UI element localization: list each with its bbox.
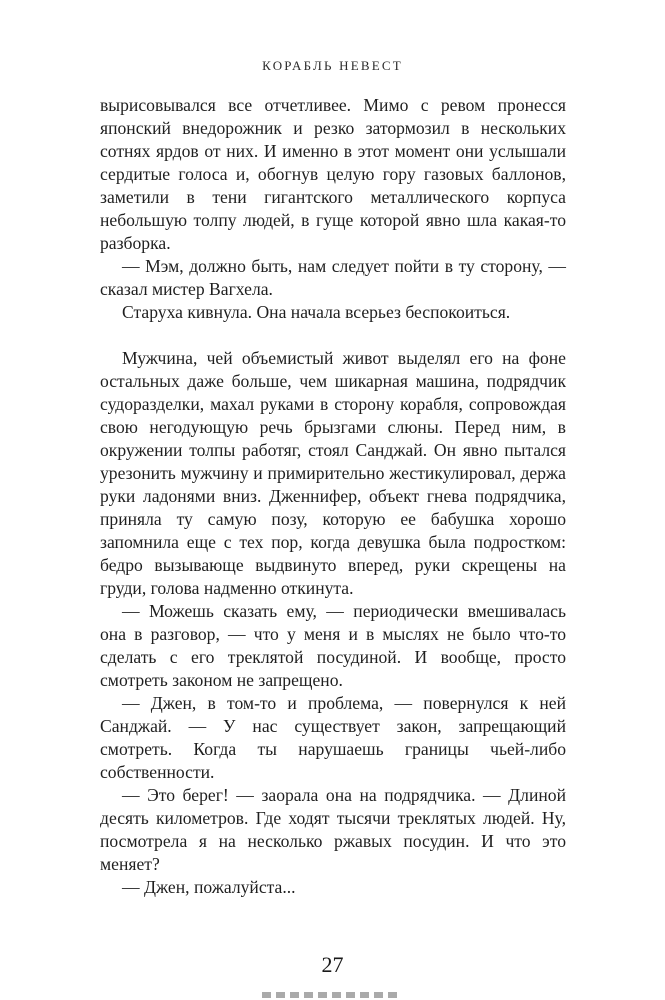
paragraph: — Джен, пожалуйста... bbox=[122, 877, 296, 897]
running-head: КОРАБЛЬ НЕВЕСТ bbox=[262, 58, 403, 73]
paragraph: — Джен, в том-то и проблема, — повернулся к ней Санджай. — У нас существует закон, запрещающий смотреть. Когда ты нарушаешь границы чьей-либо собственности. bbox=[100, 693, 566, 782]
body-text bbox=[100, 94, 566, 899]
paragraph: — Можешь сказать ему, — периодически вмешивалась она в разговор, — что у меня и в мыслях не было что-то сделать с его треклятой посудиной. И вообще, просто смотреть законом не запрещено. bbox=[100, 601, 566, 690]
paragraph: — Это берег! — заорала она на подрядчика. — Длиной десять километров. Где ходят тысячи треклятых людей. Ну, посмотрела я на несколько ржавых посудин. И что это меняет? bbox=[100, 785, 566, 874]
cropped-text-fragment bbox=[262, 992, 402, 998]
page-number: 27 bbox=[321, 952, 344, 977]
paragraph: — Мэм, должно быть, нам следует пойти в ту сторону, — сказал мистер Вагхела. bbox=[100, 256, 566, 299]
paragraph: вырисовывался все отчетливее. Мимо с ревом пронесся японский внедорожник и резко затормозил в нескольких сотнях ярдов от них. И именно в этот момент они услышали сердитые голоса и, обогнув целую гору газовых баллонов, заметили в тени гигантского металлического корпуса небольшую толпу людей, в гуще которой явно шла какая-то разборка. bbox=[100, 95, 566, 253]
paragraph: Мужчина, чей объемистый живот выделял его на фоне остальных даже больше, чем шикарная машина, подрядчик судоразделки, махал руками в сторону корабля, сопровождая свою негодующую речь брызгами слюны. Перед ним, в окружении толпы работяг, стоял Санджай. Он явно пытался урезонить мужчину и примирительно жестикулировал, держа руки ладонями вниз. Дженнифер, объект гнева подрядчика, приняла ту самую позу, которую ее бабушка хорошо запомнила еще с тех пор, когда девушка была подростком: бедро вызывающе выдвинуто вперед, руки скрещены на груди, голова надменно откинута. bbox=[100, 348, 566, 598]
paragraph: Старуха кивнула. Она начала всерьез беспокоиться. bbox=[122, 302, 511, 322]
